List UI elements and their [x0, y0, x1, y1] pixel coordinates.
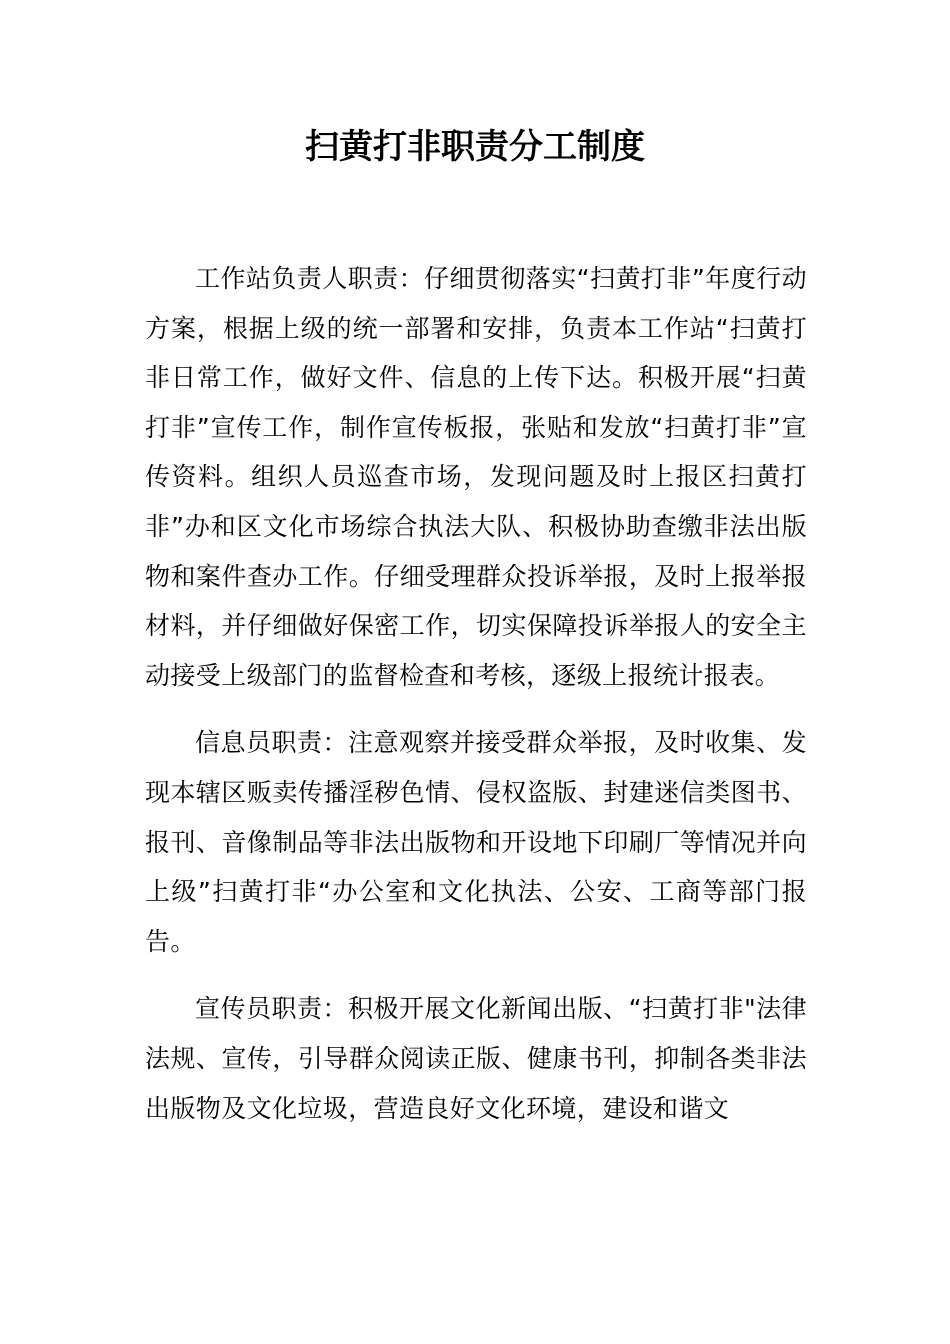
paragraph-station-head-duties: 工作站负责人职责：仔细贯彻落实“扫黄打非”年度行动方案，根据上级的统一部署和安排，负责本工作站“扫黄打非日常工作，做好文件、信息的上传下达。积极开展“扫黄打非”宣传工作，制作宣传板报，张贴和发放“扫黄打非”宣传资料。组织人员巡查市场，发现问题及时上报区扫黄打非”办和区文化市场综合执法大队、积极协助查缴非法出版物和案件查办工作。仔细受理群众投诉举报，及时上报举报材料，并仔细做好保密工作，切实保障投诉举报人的安全主动接受上级部门的监督检查和考核，逐级上报统计报表。: [145, 264, 807, 690]
paragraph-informant-duties: 信息员职责：注意观察并接受群众举报，及时收集、发现本辖区贩卖传播淫秽色情、侵权盗版、封建迷信类图书、报刊、音像制品等非法出版物和开设地下印刷厂等情况并向上级”扫黄打非“办公室和文化执法、公安、工商等部门报告。: [145, 728, 807, 956]
document-body: [145, 254, 807, 1151]
paragraph-publicity-duties: 宣传员职责：积极开展文化新闻出版、“扫黄打非"法律法规、宣传，引导群众阅读正版、健康书刊，抑制各类非法出版物及文化垃圾，营造良好文化环境，建设和谐文: [145, 994, 807, 1123]
document-title: 扫黄打非职责分工制度: [305, 127, 645, 167]
